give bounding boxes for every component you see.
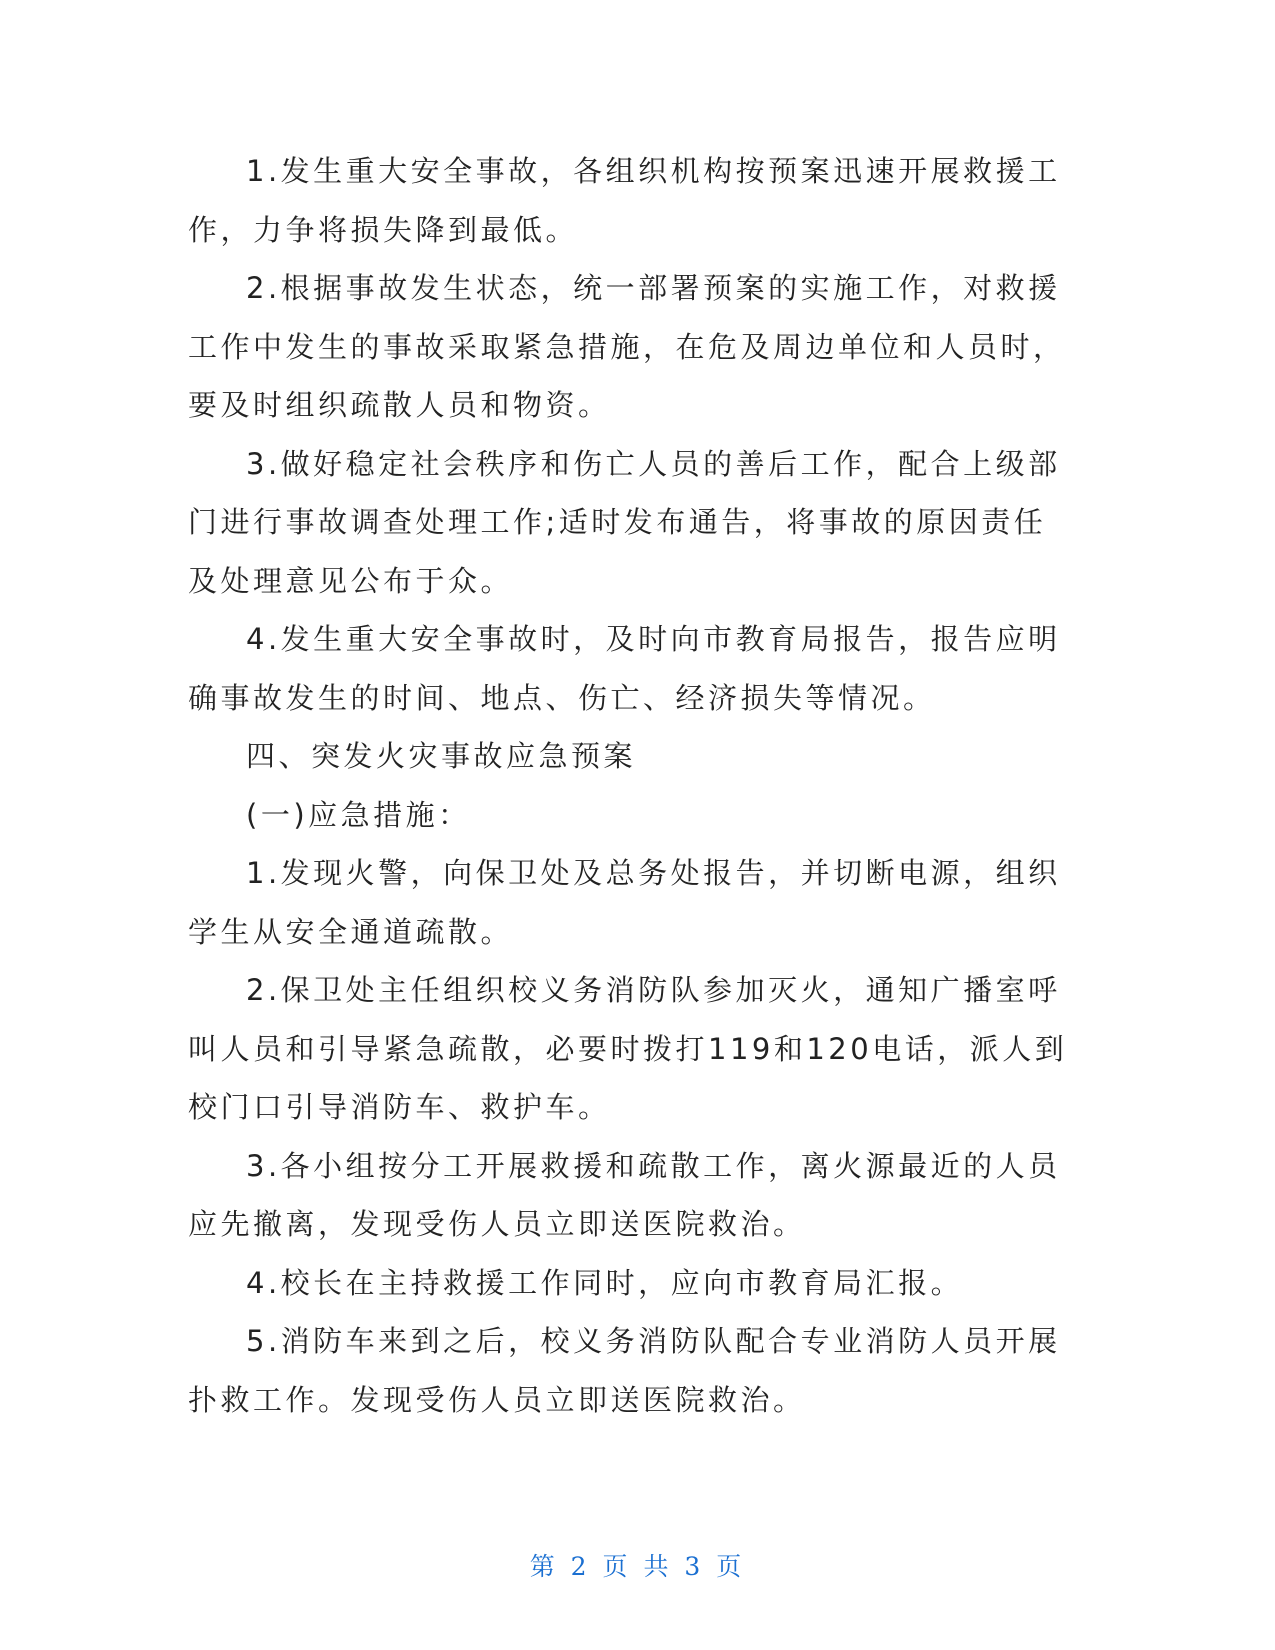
paragraph: 1.发现火警，向保卫处及总务处报告，并切断电源，组织学生从安全通道疏散。: [188, 856, 1061, 949]
page-footer: [0, 1547, 1275, 1583]
paragraph: 3.各小组按分工开展救援和疏散工作，离火源最近的人员应先撤离，发现受伤人员立即送医院救治。: [188, 1148, 1061, 1241]
paragraph: 2.根据事故发生状态，统一部署预案的实施工作，对救援工作中发生的事故采取紧急措施，在危及周边单位和人员时，要及时组织疏散人员和物资。: [188, 271, 1066, 422]
paragraph: 1.发生重大安全事故，各组织机构按预案迅速开展救援工作，力争将损失降到最低。: [188, 154, 1061, 247]
paragraph: 5.消防车来到之后，校义务消防队配合专业消防人员开展扑救工作。发现受伤人员立即送医院救治。: [188, 1324, 1061, 1417]
document-body: [188, 142, 1068, 1429]
paragraph: 2.保卫处主任组织校义务消防队参加灭火，通知广播室呼叫人员和引导紧急疏散，必要时拨打119和120电话，派人到校门口引导消防车、救护车。: [188, 973, 1068, 1124]
paragraph: 3.做好稳定社会秩序和伤亡人员的善后工作，配合上级部门进行事故调查处理工作;适时发布通告，将事故的原因责任及处理意见公布于众。: [188, 446, 1061, 598]
subsection-heading: (一)应急措施：: [246, 797, 471, 832]
section-heading: 四、突发火灾事故应急预案: [246, 739, 637, 773]
paragraph: 4.发生重大安全事故时，及时向市教育局报告，报告应明确事故发生的时间、地点、伤亡、经济损失等情况。: [188, 622, 1061, 715]
paragraph: 4.校长在主持救援工作同时，应向市教育局汇报。: [246, 1265, 964, 1300]
page-number-label: 第 2 页 共 3 页: [529, 1552, 746, 1581]
